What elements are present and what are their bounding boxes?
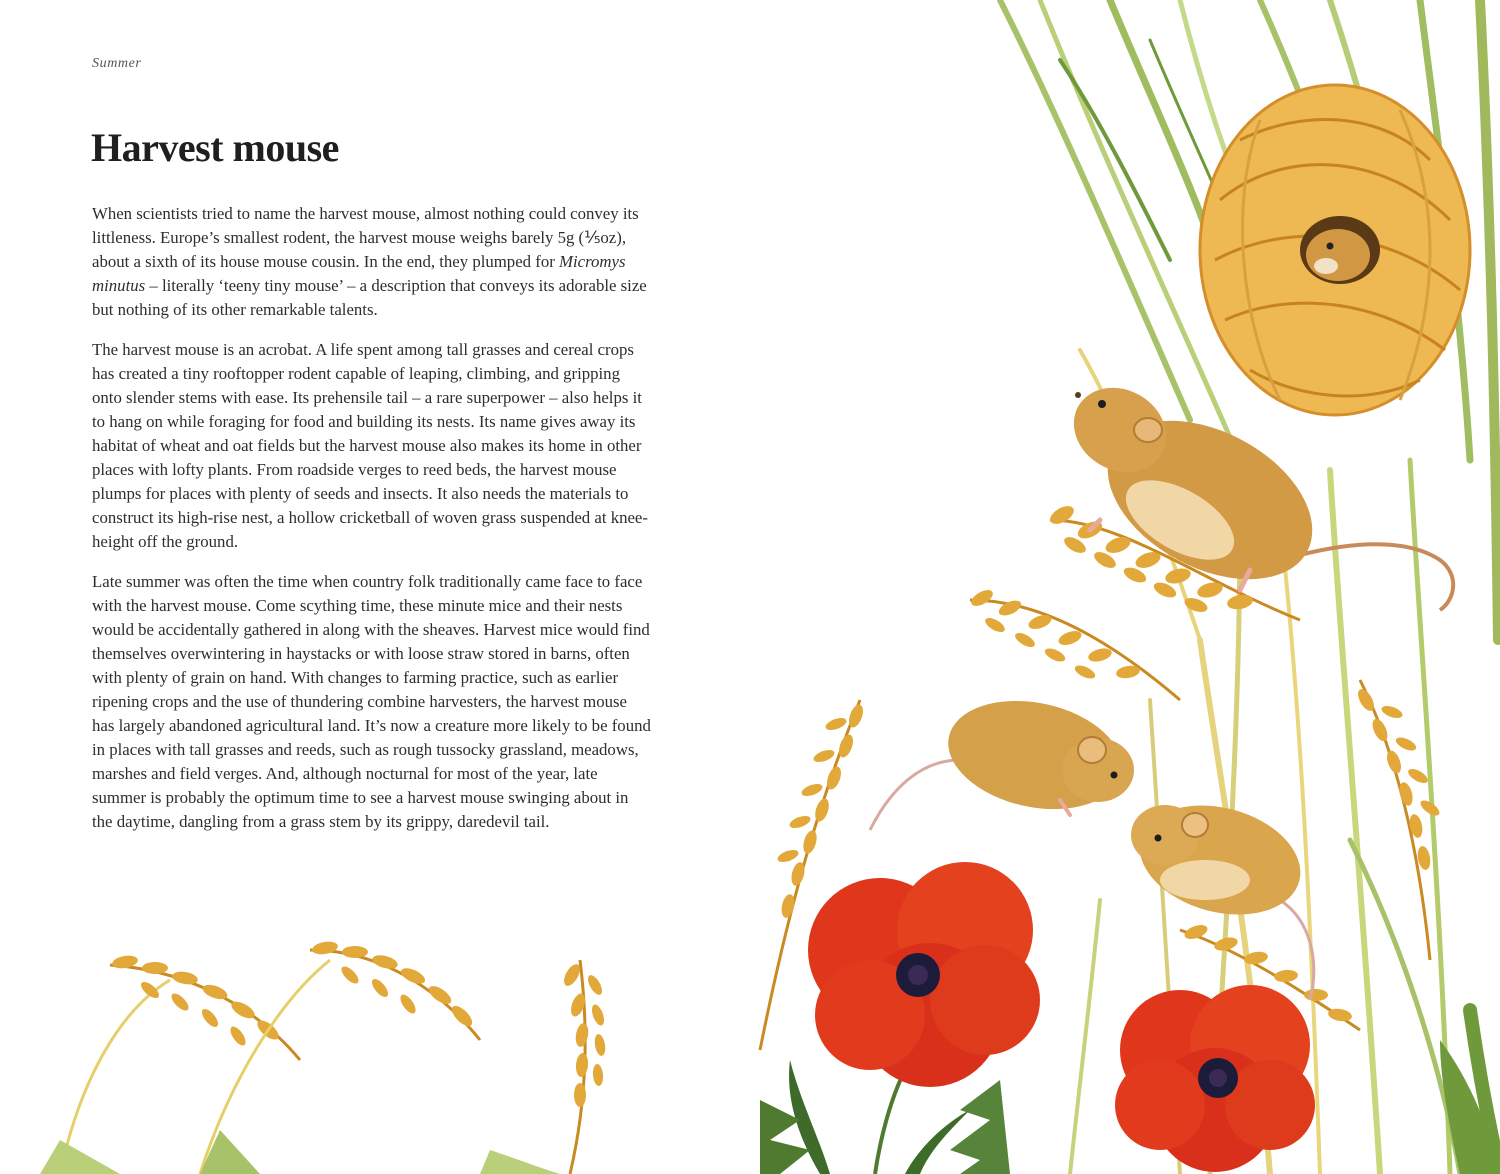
wheat-ears-left (40, 940, 607, 1174)
paragraph-1-part-1: When scientists tried to name the harvest mouse, almost nothing could convey its littleness. Europe’s smallest rodent, the harvest mouse weighs barely 5g (⅕oz), about a sixth of its house mouse cousin. In the end, they plumped for (92, 204, 639, 271)
paragraph-1-part-2: – literally ‘teeny tiny mouse’ – a description that conveys its adorable size but nothing of its other remarkable talents. (92, 276, 647, 319)
poppy-large (808, 862, 1040, 1174)
mouse-climbing (1058, 371, 1453, 611)
poppy-small (1115, 985, 1315, 1172)
page-title: Harvest mouse (91, 125, 339, 170)
species-name: Micromys minutus (92, 252, 626, 295)
paragraph-1 (92, 202, 652, 322)
grass-nest (1200, 85, 1470, 415)
paragraph-2: The harvest mouse is an acrobat. A life spent among tall grasses and cereal crops has created a tiny rooftopper rodent capable of leaping, climbing, and gripping onto slender stems with ease. Its prehensile tail – a rare superpower – also helps it to hang on while foraging for food and building its nests. Its name gives away its habitat of wheat and oat fields but the harvest mouse also makes its home in other places with lofty plants. From roadside verges to reed beds, the harvest mouse plumps for places with plenty of seeds and insects. It also needs the materials to construct its high-rise nest, a hollow cricketball of woven grass suspended at knee-height off the ground. (92, 340, 648, 551)
paragraph-3: Late summer was often the time when country folk traditionally came face to face with the harvest mouse. Come scything time, these minute mice and their nests would be accidentally gathered in along with the sheaves. Harvest mice would find themselves overwintering in haystacks or with loose straw stored in barns, often with plenty of grain on hand. With changes to farming practice, such as earlier ripening crops and the use of thundering combine harvesters, the harvest mouse has largely abandoned agricultural land. It’s now a creature more likely to be found in places with tall grasses and reeds, such as rough tussocky grassland, meadows, marshes and field verges. And, although nocturnal for most of the year, late summer is probably the optimum time to see a harvest mouse swinging about in the daytime, dangling from a grass stem by its grippy, daredevil tail. (92, 572, 651, 831)
mouse-left (870, 686, 1134, 830)
article-body (92, 202, 652, 850)
running-head: Summer (92, 56, 142, 71)
mouse-right (1127, 789, 1313, 1000)
